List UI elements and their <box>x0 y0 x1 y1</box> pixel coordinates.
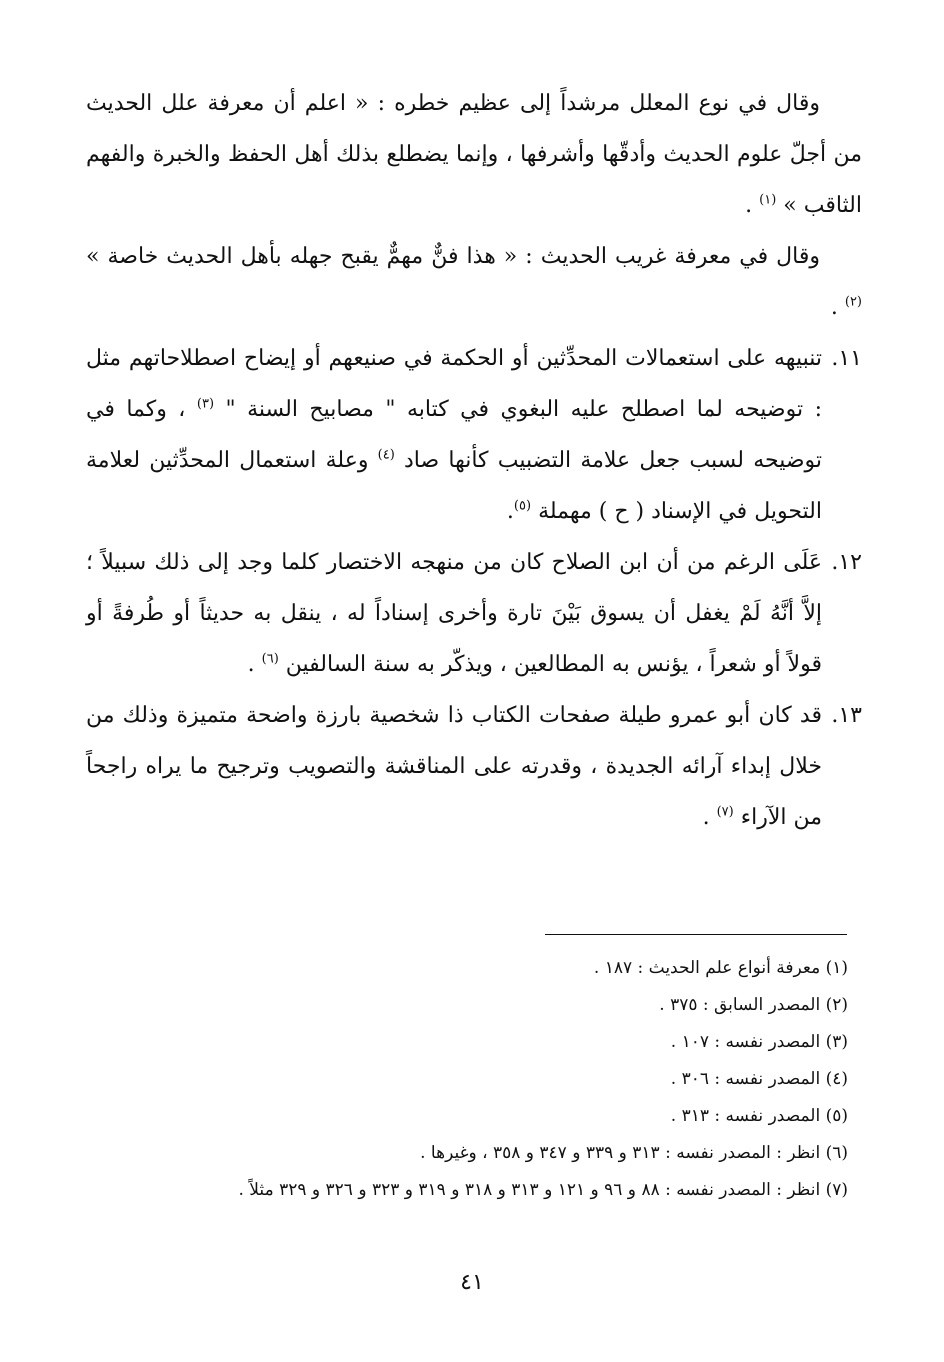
footnote-ref: (٦) <box>261 651 279 667</box>
footnote-ref: (٣) <box>196 396 215 412</box>
footnote-ref: (١) <box>759 192 777 208</box>
item-number: ١١. <box>831 346 862 371</box>
footnote-ref: (٢) <box>844 294 862 310</box>
page-number: ٤١ <box>460 1270 484 1295</box>
footnote-7: (٧) انظر : المصدر نفسه : ٨٨ و ٩٦ و ١٢١ و ٣١٣ و ٣١٨ و ٣١٩ و ٣٢٣ و ٣٢٦ و ٣٢٩ مثلاً . <box>238 1180 848 1200</box>
footnote-separator <box>545 934 847 935</box>
footnote-5: (٥) المصدر نفسه : ٣١٣ . <box>670 1106 848 1126</box>
footnote-ref: (٥) <box>513 498 532 514</box>
numbered-item-11: ١١. تنبيهه على استعمالات المحدِّثين أو الحكمة في صنيعهم أو إيضاح اصطلاحاتهم مثل : توضيحه لما اصطلح عليه البغوي في كتابه " مصابيح السنة " $^{(٣)}$ ، وكما في توضيحه لسبب جعل علامة التضبيب كأنها صاد $^{(٤)}$ وعلة استعمال المحدِّثين لعلامة التحويل في الإسناد ( ح ) مهملة $^{(٥)}$. <box>86 333 862 537</box>
footnote-2: (٢) المصدر السابق : ٣٧٥ . <box>659 995 848 1015</box>
paragraph-mualal: وقال في نوع المعلل مرشداً إلى عظيم خطره : « اعلم أن معرفة علل الحديث من أجلّ علوم الحديث وأدقّها وأشرفها ، وإنما يضطلع بذلك أهل الحفظ والخبرة والفهم الثاقب » $^{(١)}$ . <box>86 91 862 218</box>
footnotes <box>86 950 848 1209</box>
footnote-3: (٣) المصدر نفسه : ١٠٧ . <box>670 1032 848 1052</box>
numbered-item-13: ١٣. قد كان أبو عمرو طيلة صفحات الكتاب ذا شخصية بارزة واضحة متميزة وذلك من خلال إبداء آرائه الجديدة ، وقدرته على المناقشة والتصويب وترجيح ما يراه راجحاً من الآراء $^{(٧)}$ . <box>86 690 862 843</box>
numbered-item-12: ١٢. عَلَى الرغم من أن ابن الصلاح كان من منهجه الاختصار كلما وجد إلى ذلك سبيلاً ؛ إلاَّ أنَّهُ لَمْ يغفل أن يسوق بَيْنَ تارة وأخرى إسناداً له ، ينقل به حديثاً أو طُرفةً أو قولاً أو شعراً ، يؤنس به المطالعين ، ويذكّر به سنة السالفين $^{(٦)}$ . <box>86 537 862 690</box>
item-number: ١٢. <box>831 550 862 575</box>
footnote-ref: (٤) <box>377 447 395 463</box>
footnote-6: (٦) انظر : المصدر نفسه : ٣١٣ و ٣٣٩ و ٣٤٧ و ٣٥٨ ، وغيرها . <box>420 1143 848 1163</box>
footnote-4: (٤) المصدر نفسه : ٣٠٦ . <box>670 1069 848 1089</box>
main-text <box>86 78 862 843</box>
footnote-1: (١) معرفة أنواع علم الحديث : ١٨٧ . <box>593 958 848 978</box>
paragraph-gharib: وقال في معرفة غريب الحديث : « هذا فنٌّ مهمٌّ يقبح جهله بأهل الحديث خاصة » $^{(٢)}$ . <box>86 244 862 320</box>
item-number: ١٣. <box>831 703 862 728</box>
footnote-ref: (٧) <box>716 804 734 820</box>
